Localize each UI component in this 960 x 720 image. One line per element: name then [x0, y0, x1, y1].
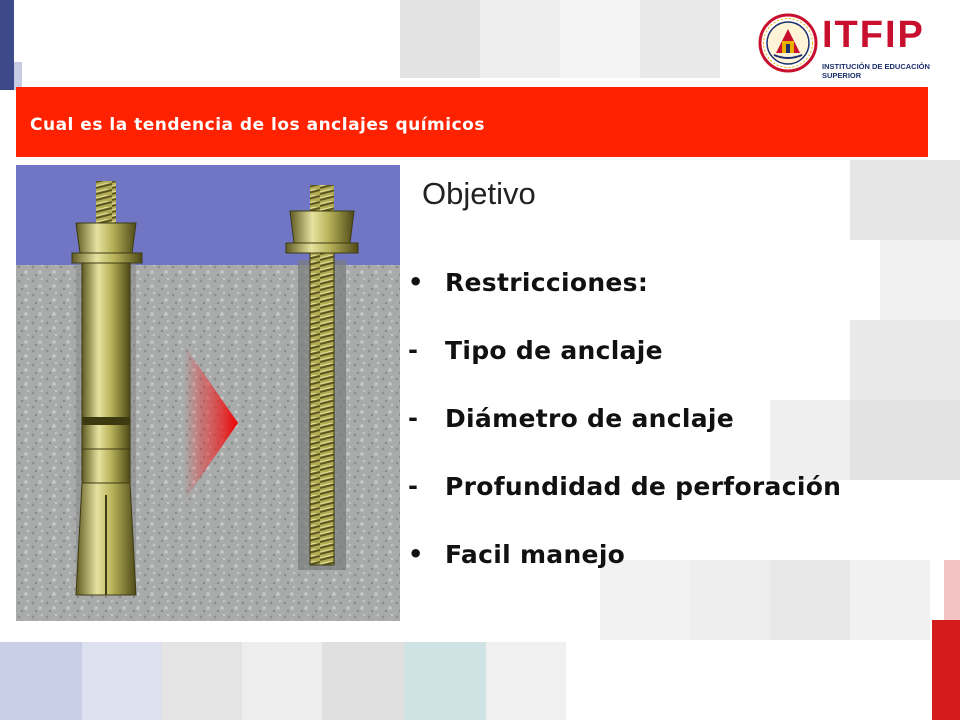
bg-tile	[850, 160, 960, 240]
list-item	[408, 520, 948, 588]
title-band	[16, 87, 928, 157]
bg-tile	[162, 642, 242, 720]
list-item-text: Diámetro de anclaje	[445, 403, 735, 433]
logo-subtitle: INSTITUCIÓN DE EDUCACIÓN SUPERIOR	[822, 62, 930, 80]
bg-tile	[486, 642, 566, 720]
logo-brand-text: ITFIP	[822, 14, 925, 56]
list-item	[408, 316, 948, 384]
bg-tile	[242, 642, 322, 720]
objective-heading: Objetivo	[422, 176, 536, 211]
bg-tile	[640, 0, 720, 78]
bg-tile	[322, 642, 404, 720]
dash-marker: -	[408, 472, 418, 500]
restrictions-list	[408, 248, 948, 588]
bg-tile	[480, 0, 560, 78]
list-item	[408, 248, 948, 316]
bullet-marker: •	[408, 268, 424, 296]
dash-marker: -	[408, 404, 418, 432]
bg-tile	[404, 642, 486, 720]
left-accent-bar	[0, 0, 14, 90]
bg-tile	[560, 0, 640, 78]
left-accent-bar-light	[14, 62, 22, 90]
list-item-text: Profundidad de perforación	[445, 471, 842, 501]
itfip-seal-icon	[758, 13, 818, 73]
anchor-comparison-image	[16, 165, 400, 621]
list-item-text: Tipo de anclaje	[445, 335, 663, 365]
itfip-logo	[758, 10, 938, 80]
list-item-text: Facil manejo	[445, 539, 626, 569]
expansion-anchor	[72, 181, 142, 595]
list-item	[408, 452, 948, 520]
slide-title: Cual es la tendencia de los anclajes químicos	[30, 115, 485, 135]
bg-tile	[82, 642, 162, 720]
bg-tile	[0, 642, 82, 720]
list-item	[408, 384, 948, 452]
right-accent-bar	[932, 620, 960, 720]
dash-marker: -	[408, 336, 418, 364]
list-item-text: Restricciones:	[445, 267, 649, 297]
bg-tile	[400, 0, 480, 78]
bullet-marker: •	[408, 540, 424, 568]
